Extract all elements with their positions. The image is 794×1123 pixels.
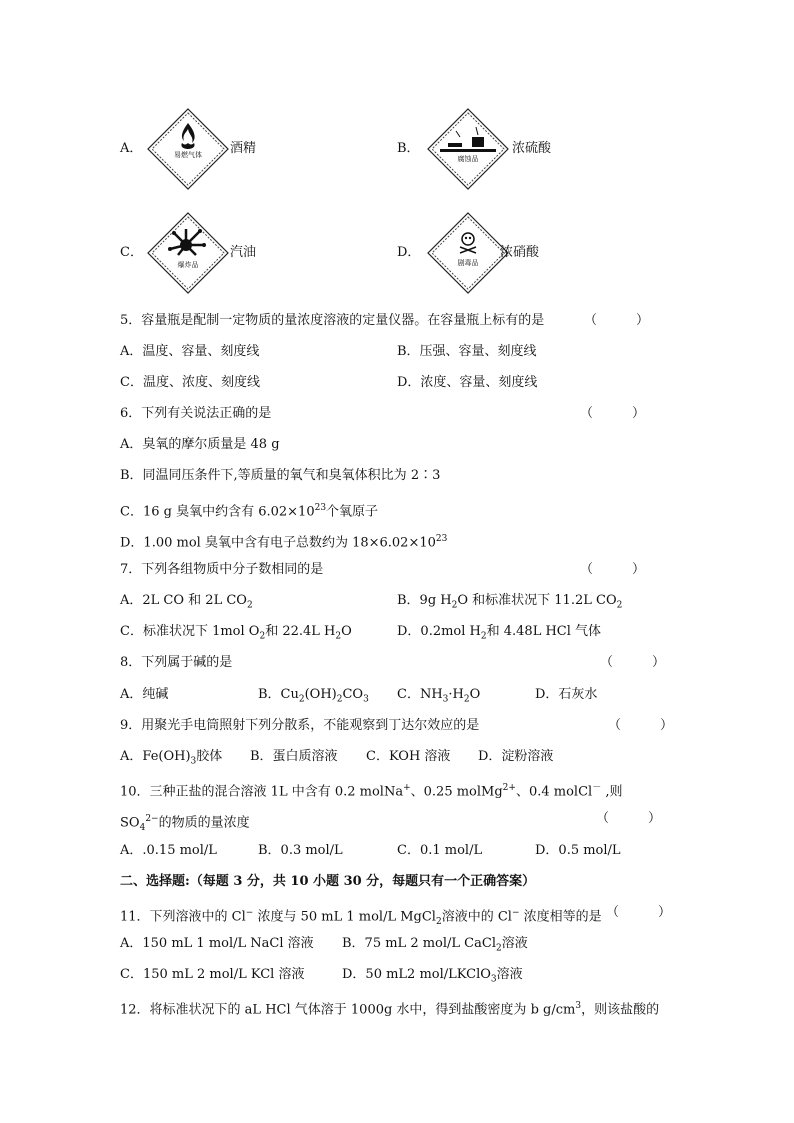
q6-answer-paren: （ ） bbox=[580, 406, 646, 421]
sign-text-a: 易燃气体 bbox=[174, 151, 202, 159]
q12-stem: 12．将标准状况下的 aL HCl 气体溶于 1000g 水中，得到盐酸密度为 b $g/cm^3$，则该盐酸的 bbox=[120, 1001, 660, 1018]
q7-answer-paren: （ ） bbox=[580, 562, 646, 577]
q7-option-c: C．标准状况下 1mol $O_2$和 22.4L $H_2O$ bbox=[120, 624, 352, 642]
option-a-letter: A． bbox=[120, 141, 143, 156]
explosive-sign-icon bbox=[146, 211, 230, 295]
q10-answer-paren: （ ） bbox=[596, 811, 662, 826]
q9-option-a: A．$Fe(OH)_3$胶体 bbox=[120, 749, 223, 767]
sign-text-d: 剧毒品 bbox=[457, 259, 479, 267]
option-b-letter: B． bbox=[397, 141, 420, 156]
q5-option-d: D．浓度、容量、刻度线 bbox=[397, 375, 538, 390]
q6-option-d: D．1.00 mol 臭氧中含有电子总数约为 $18\times 6.02\times 10^{23}$ bbox=[120, 534, 448, 551]
q8-option-a: A．纯碱 bbox=[120, 687, 169, 702]
q6-stem: 6．下列有关说法正确的是 bbox=[120, 406, 272, 421]
q9-option-d: D．淀粉溶液 bbox=[478, 749, 554, 764]
q11-option-a: A．150 mL 1 mol/L NaCl 溶液 bbox=[120, 936, 314, 951]
q7-option-b: B．9g $H_2O$ 和标准状况下 11.2L $CO_2$ bbox=[397, 593, 623, 611]
q5-option-a: A．温度、容量、刻度线 bbox=[120, 344, 260, 359]
q6-option-c: C．16 g 臭氧中约含有 $6.02\times 10^{23}$个氧原子 bbox=[120, 503, 379, 520]
q11-option-b: B．75 mL 2 mol/L CaCl$_2$溶液 bbox=[342, 936, 528, 954]
sign-text-c: 爆炸品 bbox=[177, 261, 199, 269]
sign-text-b: 腐蚀品 bbox=[457, 155, 479, 163]
q11-option-d: D．50 mL2 mol/LKClO$_3$溶液 bbox=[342, 967, 523, 985]
q8-option-c: C．$NH_3\cdot H_2O$ bbox=[397, 687, 481, 705]
q7-stem: 7．下列各组物质中分子数相同的是 bbox=[120, 562, 324, 577]
option-c-label: 汽油 bbox=[230, 245, 257, 260]
q5-option-b: B．压强、容量、刻度线 bbox=[397, 344, 537, 359]
flammable-gas-sign-icon bbox=[146, 107, 230, 191]
q5-stem: 5．容量瓶是配制一定物质的量浓度溶液的定量仪器。在容量瓶上标有的是 bbox=[120, 313, 545, 328]
q9-stem: 9．用聚光手电筒照射下列分散系，不能观察到丁达尔效应的是 bbox=[120, 718, 480, 733]
option-b-label: 浓硫酸 bbox=[512, 141, 552, 156]
option-a-label: 酒精 bbox=[230, 141, 257, 156]
q5-answer-paren: （ ） bbox=[584, 313, 650, 328]
q8-answer-paren: （ ） bbox=[600, 655, 666, 670]
option-d-letter: D． bbox=[397, 245, 421, 260]
q5-option-c: C．温度、浓度、刻度线 bbox=[120, 375, 260, 390]
section-2-title: 二、选择题:（每题 3 分，共 10 小题 30 分，每题只有一个正确答案） bbox=[120, 874, 536, 889]
q10-stem: 10．三种正盐的混合溶液 1L 中含有 0.2 molNa+、0.25 molMg$^{2+}$、0.4 molCl－ ,则 bbox=[120, 783, 623, 800]
q8-option-d: D．石灰水 bbox=[535, 687, 598, 702]
q7-option-a: A．2L CO 和 2L $CO_2$ bbox=[120, 593, 253, 611]
q7-option-d: D．0.2mol $H_2$和 4.48L HCl 气体 bbox=[397, 624, 602, 642]
q11-option-c: C．150 mL 2 mol/L KCl 溶液 bbox=[120, 967, 305, 982]
q9-option-b: B．蛋白质溶液 bbox=[250, 749, 338, 764]
q6-option-a: A．臭氧的摩尔质量是 48 g bbox=[120, 437, 280, 452]
option-c-letter: C． bbox=[120, 245, 143, 260]
q9-option-c: C．KOH 溶液 bbox=[366, 749, 451, 764]
corrosive-sign-icon bbox=[426, 107, 510, 191]
q8-stem: 8．下列属于碱的是 bbox=[120, 655, 233, 670]
option-d-label: 浓硝酸 bbox=[500, 245, 540, 260]
q10-option-a: A．.0.15 mol/L bbox=[120, 843, 217, 858]
q10-stem-line2: $SO_4^{2-}$的物质的量浓度 bbox=[120, 814, 250, 833]
q8-option-b: B．$Cu_2(OH)_2CO_3$ bbox=[258, 687, 369, 705]
q10-option-d: D．0.5 mol/L bbox=[535, 843, 621, 858]
q11-answer-paren: （ ） bbox=[606, 905, 672, 920]
q11-stem: 11．下列溶液中的 Cl− 浓度与 50 mL 1 mol/L MgCl$_2$溶液中的 Cl− 浓度相等的是 bbox=[120, 908, 602, 927]
q10-option-c: C．0.1 mol/L bbox=[397, 843, 483, 858]
q10-option-b: B．0.3 mol/L bbox=[258, 843, 343, 858]
q6-option-b: B．同温同压条件下,等质量的氧气和臭氧体积比为 2∶3 bbox=[120, 468, 441, 483]
toxic-sign-icon bbox=[426, 211, 510, 295]
q9-answer-paren: （ ） bbox=[608, 718, 674, 733]
